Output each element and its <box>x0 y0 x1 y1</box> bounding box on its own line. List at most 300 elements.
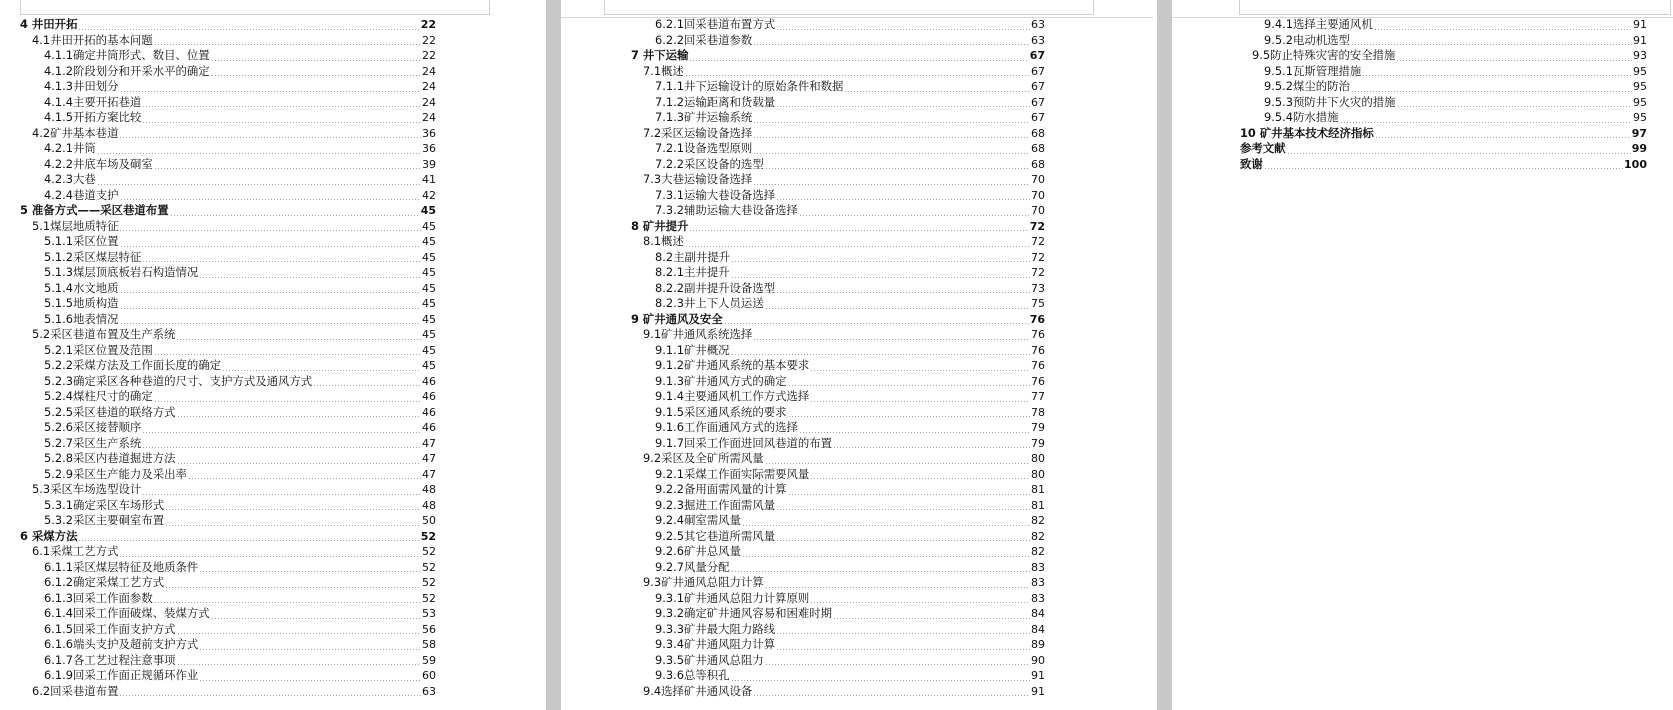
toc-entry[interactable] <box>20 312 436 328</box>
toc-entry[interactable] <box>20 498 436 514</box>
toc-entry[interactable] <box>631 498 1045 514</box>
toc-page-number: 83 <box>1031 576 1045 589</box>
toc-entry[interactable] <box>20 622 436 638</box>
dot-leader <box>753 184 1030 185</box>
dot-leader <box>165 525 421 526</box>
dot-leader <box>788 494 1031 495</box>
toc-entry[interactable] <box>631 327 1045 343</box>
toc-page-number: 79 <box>1031 421 1045 434</box>
toc-entry[interactable] <box>631 405 1045 421</box>
toc-entry-title: 5.1.3煤层顶底板岩石构造情况 <box>44 265 199 279</box>
dot-leader <box>753 695 1030 696</box>
header-margin-box <box>1239 0 1671 15</box>
toc-entry[interactable] <box>20 203 436 219</box>
dot-leader <box>731 354 1030 355</box>
dot-leader <box>119 695 421 696</box>
toc-entry-title: 9.5.2煤尘的防治 <box>1264 79 1350 93</box>
dot-leader <box>1397 106 1633 107</box>
toc-entry-title: 9.5.1瓦斯管理措施 <box>1264 63 1362 78</box>
dot-leader <box>776 292 1030 293</box>
toc-entry[interactable] <box>631 451 1045 467</box>
toc-entry-title: 9.4.1选择主要通风机 <box>1264 17 1373 31</box>
toc-entry-title: 8.1概述 <box>643 234 684 248</box>
dot-leader <box>142 261 421 262</box>
toc-entry[interactable] <box>20 234 436 250</box>
toc-entry-title: 9.2.7风量分配 <box>655 559 730 574</box>
toc-page-number: 22 <box>420 18 436 31</box>
dot-leader <box>731 680 1030 681</box>
toc-entry-title: 9.2.6矿井总风量 <box>655 544 741 558</box>
dot-leader <box>765 308 1030 309</box>
toc-entry-title: 9.1.6工作面通风方式的选择 <box>655 420 798 434</box>
toc-entry[interactable] <box>20 157 436 173</box>
toc-entry[interactable] <box>631 79 1045 95</box>
toc-entry-title: 6.1.1采区煤层特征及地质条件 <box>44 559 199 574</box>
toc-entry[interactable] <box>20 436 436 452</box>
toc-entry[interactable] <box>631 637 1045 653</box>
toc-entry-title: 9.2采区及全矿所需风量 <box>643 451 764 465</box>
toc-entry[interactable] <box>631 110 1045 126</box>
dot-leader <box>731 261 1030 262</box>
toc-entry-title: 9.3.3矿井最大阻力路线 <box>655 621 776 636</box>
dot-leader <box>142 122 421 123</box>
toc-entry[interactable] <box>20 389 436 405</box>
toc-entry-title: 4.1.4主要开拓巷道 <box>44 94 142 109</box>
dot-leader <box>199 571 421 572</box>
toc-entry[interactable] <box>20 606 436 622</box>
toc-entry-title: 4.1.3井田划分 <box>44 79 119 93</box>
toc-entry-title: 6.1.7各工艺过程注意事项 <box>44 652 176 667</box>
toc-entry[interactable] <box>1240 64 1647 80</box>
dot-leader <box>1351 91 1632 92</box>
page-gutter-left <box>546 0 561 710</box>
toc-entry[interactable] <box>631 436 1045 452</box>
toc-column-3 <box>1240 17 1647 172</box>
toc-page-number: 24 <box>422 95 436 109</box>
dot-leader <box>142 447 421 448</box>
toc-entry[interactable] <box>1240 48 1647 64</box>
toc-page-number: 67 <box>1029 49 1045 62</box>
dot-leader <box>753 339 1030 340</box>
dot-leader <box>776 540 1030 541</box>
dot-leader <box>177 664 422 665</box>
dot-leader <box>810 370 1030 371</box>
toc-page-number: 58 <box>422 638 436 651</box>
toc-entry[interactable] <box>631 33 1045 49</box>
dot-leader <box>142 106 421 107</box>
toc-page-number: 95 <box>1633 95 1647 109</box>
toc-entry-title: 9.3.5矿井通风总阻力 <box>655 652 764 667</box>
dot-leader <box>78 540 419 541</box>
toc-page-number: 59 <box>422 653 436 667</box>
header-margin-box <box>604 0 1094 15</box>
toc-page-number: 73 <box>1031 281 1045 295</box>
toc-page-number: 45 <box>422 312 436 326</box>
toc-page-number: 83 <box>1031 560 1045 574</box>
dot-leader <box>844 91 1030 92</box>
toc-page-number: 46 <box>422 374 436 388</box>
toc-entry[interactable] <box>631 203 1045 219</box>
dot-leader <box>1396 60 1632 61</box>
toc-entry[interactable] <box>631 296 1045 312</box>
toc-entry[interactable] <box>20 513 436 529</box>
toc-entry[interactable] <box>631 591 1045 607</box>
toc-entry[interactable] <box>631 575 1045 591</box>
toc-page-number: 91 <box>1633 33 1647 47</box>
toc-entry[interactable] <box>1240 157 1647 173</box>
toc-page-number: 76 <box>1031 328 1045 341</box>
toc-entry[interactable] <box>20 482 436 498</box>
dot-leader <box>177 463 422 464</box>
toc-entry-title: 9.2.3掘进工作面需风量 <box>655 497 776 512</box>
toc-entry-title: 9.5.2电动机选型 <box>1264 32 1350 47</box>
toc-page-number: 52 <box>420 529 436 543</box>
toc-entry[interactable] <box>20 172 436 188</box>
dot-leader <box>753 122 1030 123</box>
toc-entry-title: 8 矿井提升 <box>631 218 689 233</box>
toc-entry[interactable] <box>631 529 1045 545</box>
toc-entry[interactable] <box>631 141 1045 157</box>
toc-page-number: 68 <box>1031 157 1045 171</box>
toc-entry[interactable] <box>20 668 436 684</box>
toc-entry-title: 9.4选择矿井通风设备 <box>643 683 753 698</box>
dot-leader <box>685 246 1030 247</box>
toc-page-number: 82 <box>1031 545 1045 558</box>
toc-page-number: 76 <box>1031 343 1045 357</box>
toc-page-number: 50 <box>422 514 436 527</box>
toc-entry-title: 5.3.1确定采区车场形式 <box>44 497 165 512</box>
toc-entry[interactable] <box>631 560 1045 576</box>
toc-entry-title: 5 准备方式——采区巷道布置 <box>20 203 169 217</box>
dot-leader <box>211 60 421 61</box>
toc-entry[interactable] <box>631 389 1045 405</box>
toc-entry[interactable] <box>631 622 1045 638</box>
toc-entry-title: 5.3.2采区主要硐室布置 <box>44 513 165 527</box>
toc-entry[interactable] <box>631 482 1045 498</box>
toc-entry[interactable] <box>20 48 436 64</box>
toc-entry-title: 致谢 <box>1240 156 1263 171</box>
toc-page-number: 82 <box>1031 514 1045 527</box>
dot-leader <box>799 215 1030 216</box>
dot-leader <box>211 618 421 619</box>
toc-page-number: 45 <box>422 359 436 372</box>
toc-entry-title: 9.1.4主要通风机工作方式选择 <box>655 389 810 403</box>
toc-page-number: 76 <box>1031 374 1045 388</box>
dot-leader <box>78 29 419 30</box>
toc-entry[interactable] <box>20 374 436 390</box>
toc-page-number: 63 <box>1031 33 1045 47</box>
toc-page-number: 45 <box>422 328 436 341</box>
toc-entry[interactable] <box>20 33 436 49</box>
document-page-3 <box>1172 0 1673 710</box>
dot-leader <box>724 323 1029 324</box>
dot-leader <box>788 385 1031 386</box>
toc-entry[interactable] <box>1240 110 1647 126</box>
dot-leader <box>753 137 1030 138</box>
toc-entry-title: 4 井田开拓 <box>20 17 78 31</box>
toc-entry-title: 9.1.5采区通风系统的要求 <box>655 404 787 419</box>
toc-page-number: 67 <box>1031 95 1045 109</box>
toc-entry-title: 7.1.1井下运输设计的原始条件和数据 <box>655 79 844 93</box>
toc-page-number: 60 <box>422 669 436 682</box>
toc-entry[interactable] <box>631 250 1045 266</box>
dot-leader <box>154 401 421 402</box>
toc-entry-title: 9.3矿井通风总阻力计算 <box>643 575 764 589</box>
toc-entry[interactable] <box>631 343 1045 359</box>
toc-entry[interactable] <box>20 188 436 204</box>
toc-entry-title: 7.3.1运输大巷设备选择 <box>655 187 776 202</box>
toc-entry[interactable] <box>631 172 1045 188</box>
toc-page-number: 91 <box>1031 669 1045 682</box>
dot-leader <box>833 618 1030 619</box>
toc-page-number: 47 <box>422 467 436 481</box>
toc-entry[interactable] <box>20 529 436 545</box>
toc-entry[interactable] <box>20 110 436 126</box>
toc-entry-title: 5.1.2采区煤层特征 <box>44 249 142 264</box>
toc-entry-title: 6.1.6端头支护及超前支护方式 <box>44 637 199 651</box>
toc-page-number: 45 <box>422 281 436 295</box>
toc-entry[interactable] <box>631 513 1045 529</box>
toc-page-number: 36 <box>422 126 436 140</box>
toc-entry[interactable] <box>20 17 436 33</box>
toc-page-number: 70 <box>1031 188 1045 202</box>
toc-page-number: 72 <box>1031 250 1045 264</box>
toc-entry-title: 4.2矿井基本巷道 <box>32 125 119 140</box>
toc-entry[interactable] <box>631 281 1045 297</box>
toc-page-number: 83 <box>1031 591 1045 605</box>
toc-page-number: 46 <box>422 390 436 403</box>
toc-entry-title: 6.1.3回采工作面参数 <box>44 590 153 605</box>
toc-page-number: 45 <box>422 235 436 248</box>
dot-leader <box>1375 137 1631 138</box>
dot-leader <box>188 478 421 479</box>
toc-entry[interactable] <box>631 64 1045 80</box>
dot-leader <box>753 44 1030 45</box>
toc-entry[interactable] <box>1240 33 1647 49</box>
toc-page-number: 89 <box>1031 638 1045 651</box>
toc-entry[interactable] <box>20 95 436 111</box>
toc-entry[interactable] <box>20 358 436 374</box>
toc-entry-title: 7.1.3矿井运输系统 <box>655 110 753 124</box>
toc-entry[interactable] <box>20 296 436 312</box>
dot-leader <box>170 215 420 216</box>
document-page-1 <box>0 0 546 710</box>
toc-entry[interactable] <box>631 653 1045 669</box>
toc-page-number: 67 <box>1031 64 1045 78</box>
toc-page-number: 67 <box>1031 111 1045 124</box>
toc-entry-title: 5.2.3确定采区各种巷道的尺寸、支护方式及通风方式 <box>44 373 313 388</box>
toc-page-number: 24 <box>422 64 436 78</box>
toc-entry[interactable] <box>20 451 436 467</box>
toc-page-number: 80 <box>1031 467 1045 481</box>
dot-leader <box>199 277 421 278</box>
toc-entry[interactable] <box>20 281 436 297</box>
toc-entry-title: 8.2主副井提升 <box>655 249 731 264</box>
toc-entry-title: 5.2.2采煤方法及工作面长度的确定 <box>44 358 222 372</box>
toc-entry[interactable] <box>631 606 1045 622</box>
toc-entry[interactable] <box>1240 141 1647 157</box>
dot-leader <box>120 199 421 200</box>
toc-entry-title: 5.1煤层地质特征 <box>32 218 119 233</box>
dot-leader <box>765 587 1030 588</box>
toc-page-number: 22 <box>422 33 436 47</box>
toc-page-number: 93 <box>1633 49 1647 62</box>
toc-entry[interactable] <box>20 560 436 576</box>
toc-entry[interactable] <box>631 265 1045 281</box>
dot-leader <box>776 509 1030 510</box>
dot-leader <box>120 323 421 324</box>
toc-entry[interactable] <box>20 405 436 421</box>
document-page-2 <box>561 0 1157 710</box>
toc-entry[interactable] <box>20 327 436 343</box>
toc-entry-title: 5.3采区车场选型设计 <box>32 482 142 496</box>
toc-entry-title: 9.2.5其它巷道所需风量 <box>655 528 776 543</box>
toc-entry[interactable] <box>631 219 1045 235</box>
dot-leader <box>689 230 1028 231</box>
toc-entry-title: 8.2.2副井提升设备选型 <box>655 280 776 295</box>
dot-leader <box>199 649 421 650</box>
toc-page-number: 68 <box>1031 142 1045 155</box>
toc-page-number: 77 <box>1031 390 1045 403</box>
toc-page-number: 68 <box>1031 126 1045 140</box>
dot-leader <box>765 664 1030 665</box>
dot-leader <box>154 354 421 355</box>
toc-entry-title: 4.2.3大巷 <box>44 172 96 186</box>
toc-entry[interactable] <box>631 420 1045 436</box>
toc-entry[interactable] <box>20 575 436 591</box>
toc-page-number: 76 <box>1031 359 1045 372</box>
toc-entry[interactable] <box>631 17 1045 33</box>
dot-leader <box>1287 153 1631 154</box>
toc-entry[interactable] <box>20 591 436 607</box>
toc-entry-title: 6.2.1回采巷道布置方式 <box>655 17 776 31</box>
dot-leader <box>142 432 421 433</box>
toc-entry[interactable] <box>1240 79 1647 95</box>
toc-page-number: 45 <box>420 204 436 217</box>
toc-page-number: 52 <box>422 576 436 589</box>
dot-leader <box>833 447 1030 448</box>
toc-page-number: 39 <box>422 157 436 171</box>
toc-page-number: 45 <box>422 297 436 310</box>
toc-entry[interactable] <box>20 637 436 653</box>
toc-page-number: 48 <box>422 498 436 512</box>
toc-entry[interactable] <box>20 544 436 560</box>
toc-entry[interactable] <box>631 157 1045 173</box>
dot-leader <box>97 184 421 185</box>
toc-entry[interactable] <box>631 48 1045 64</box>
toc-page-number: 84 <box>1031 622 1045 636</box>
toc-page-number: 52 <box>422 560 436 574</box>
toc-entry[interactable] <box>631 668 1045 684</box>
dot-leader <box>119 137 421 138</box>
toc-entry-title: 7.2采区运输设备选择 <box>643 125 753 140</box>
toc-entry[interactable] <box>631 358 1045 374</box>
toc-entry-title: 4.2.2井底车场及硐室 <box>44 156 153 171</box>
toc-page-number: 72 <box>1031 235 1045 248</box>
dot-leader <box>742 556 1030 557</box>
toc-entry-title: 5.1.4水文地质 <box>44 280 119 295</box>
toc-entry-title: 9.3.2确定矿井通风容易和困难时期 <box>655 606 833 620</box>
toc-entry[interactable] <box>20 64 436 80</box>
toc-entry-title: 9.2.1采煤工作面实际需要风量 <box>655 466 810 481</box>
toc-entry[interactable] <box>631 374 1045 390</box>
toc-entry-title: 6.1.9回采工作面正规循环作业 <box>44 668 199 682</box>
dot-leader <box>177 633 422 634</box>
toc-entry[interactable] <box>20 79 436 95</box>
toc-page-number: 72 <box>1031 266 1045 279</box>
toc-page-number: 99 <box>1631 142 1647 155</box>
toc-entry-title: 6.1采煤工艺方式 <box>32 544 119 558</box>
dot-leader <box>799 432 1030 433</box>
toc-entry-title: 9.5.3预防井下火灾的措施 <box>1264 94 1396 109</box>
toc-entry[interactable] <box>20 219 436 235</box>
toc-entry[interactable] <box>1240 126 1647 142</box>
dot-leader <box>765 463 1030 464</box>
toc-page-number: 63 <box>422 684 436 698</box>
toc-entry-title: 4.1.5开拓方案比较 <box>44 110 142 124</box>
toc-entry[interactable] <box>20 250 436 266</box>
toc-entry-title: 5.1.6地表情况 <box>44 311 119 326</box>
toc-entry[interactable] <box>631 126 1045 142</box>
toc-entry[interactable] <box>20 653 436 669</box>
toc-page-number: 95 <box>1633 64 1647 78</box>
dot-leader <box>120 292 421 293</box>
dot-leader <box>142 494 421 495</box>
toc-entry[interactable] <box>20 343 436 359</box>
toc-entry[interactable] <box>631 234 1045 250</box>
dot-leader <box>154 168 421 169</box>
dot-leader <box>177 416 422 417</box>
dot-leader <box>1264 168 1623 169</box>
toc-entry[interactable] <box>20 141 436 157</box>
toc-page-number: 42 <box>422 188 436 202</box>
toc-entry-title: 7.2.1设备选型原则 <box>655 141 753 155</box>
toc-page-number: 97 <box>1631 126 1647 140</box>
toc-page-number: 45 <box>422 219 436 233</box>
dot-leader <box>810 478 1030 479</box>
toc-entry-title: 8.2.1主井提升 <box>655 265 730 279</box>
dot-leader <box>222 370 421 371</box>
toc-entry[interactable] <box>20 467 436 483</box>
dot-leader <box>97 153 421 154</box>
toc-entry[interactable] <box>631 467 1045 483</box>
dot-leader <box>154 44 421 45</box>
toc-page-number: 41 <box>422 173 436 186</box>
toc-entry-title: 5.2.9采区生产能力及采出率 <box>44 466 187 481</box>
toc-entry[interactable] <box>1240 95 1647 111</box>
toc-entry[interactable] <box>631 95 1045 111</box>
toc-entry-title: 5.1.1采区位置 <box>44 234 119 248</box>
toc-entry[interactable] <box>631 312 1045 328</box>
toc-entry-title: 5.2采区巷道布置及生产系统 <box>32 327 176 341</box>
toc-entry[interactable] <box>1240 17 1647 33</box>
toc-entry[interactable] <box>20 420 436 436</box>
toc-page-number: 84 <box>1031 607 1045 620</box>
dot-leader <box>119 556 421 557</box>
toc-entry-title: 4.2.1井筒 <box>44 141 96 155</box>
toc-entry[interactable] <box>631 188 1045 204</box>
toc-entry[interactable] <box>20 126 436 142</box>
toc-entry[interactable] <box>631 684 1045 700</box>
toc-entry-title: 9.2.2备用面需风量的计算 <box>655 482 787 496</box>
toc-entry[interactable] <box>631 544 1045 560</box>
dot-leader <box>765 168 1030 169</box>
dot-leader <box>154 602 421 603</box>
toc-entry[interactable] <box>20 684 436 700</box>
toc-entry-title: 5.2.6采区接替顺序 <box>44 420 142 434</box>
dot-leader <box>1374 29 1632 30</box>
toc-entry[interactable] <box>20 265 436 281</box>
